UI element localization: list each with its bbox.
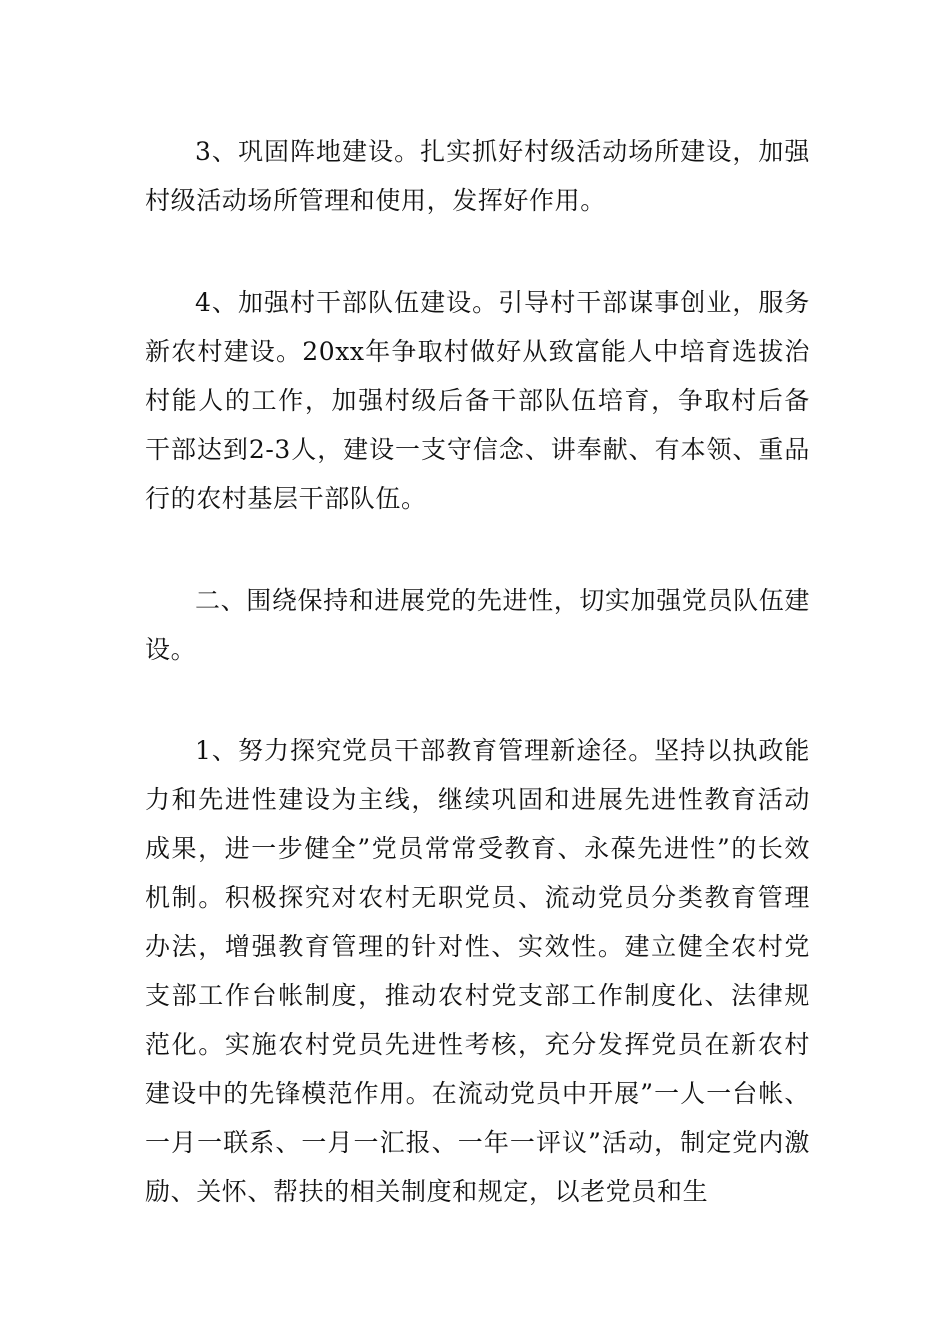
paragraph-village-cadre-team: 4、加强村干部队伍建设。引导村干部谋事创业，服务新农村建设。20xx年争取村做好从致富能人中培育选拔治村能人的工作，加强村级后备干部队伍培育，争取村后备干部达到2-3人，建设一支守信念、讲奉献、有本领、重品行的农村基层干部队伍。 <box>145 288 810 513</box>
paragraph-party-member-education: 1、努力探究党员干部教育管理新途径。坚持以执政能力和先进性建设为主线，继续巩固和进展先进性教育活动成果，进一步健全”党员常常受教育、永葆先进性”的长效机制。积极探究对农村无职党员、流动党员分类教育管理办法，增强教育管理的针对性、实效性。建立健全农村党支部工作台帐制度，推动农村党支部工作制度化、法律规范化。实施农村党员先进性考核，充分发挥党员在新农村建设中的先锋模范作用。在流动党员中开展”一人一台帐、一月一联系、一月一汇报、一年一评议”活动，制定党内激励、关怀、帮扶的相关制度和规定，以老党员和生 <box>145 736 810 1206</box>
paragraph-village-venue-construction: 3、巩固阵地建设。扎实抓好村级活动场所建设，加强村级活动场所管理和使用，发挥好作用。 <box>145 137 810 215</box>
section-heading-party-member-team: 二、围绕保持和进展党的先进性，切实加强党员队伍建设。 <box>145 586 810 664</box>
